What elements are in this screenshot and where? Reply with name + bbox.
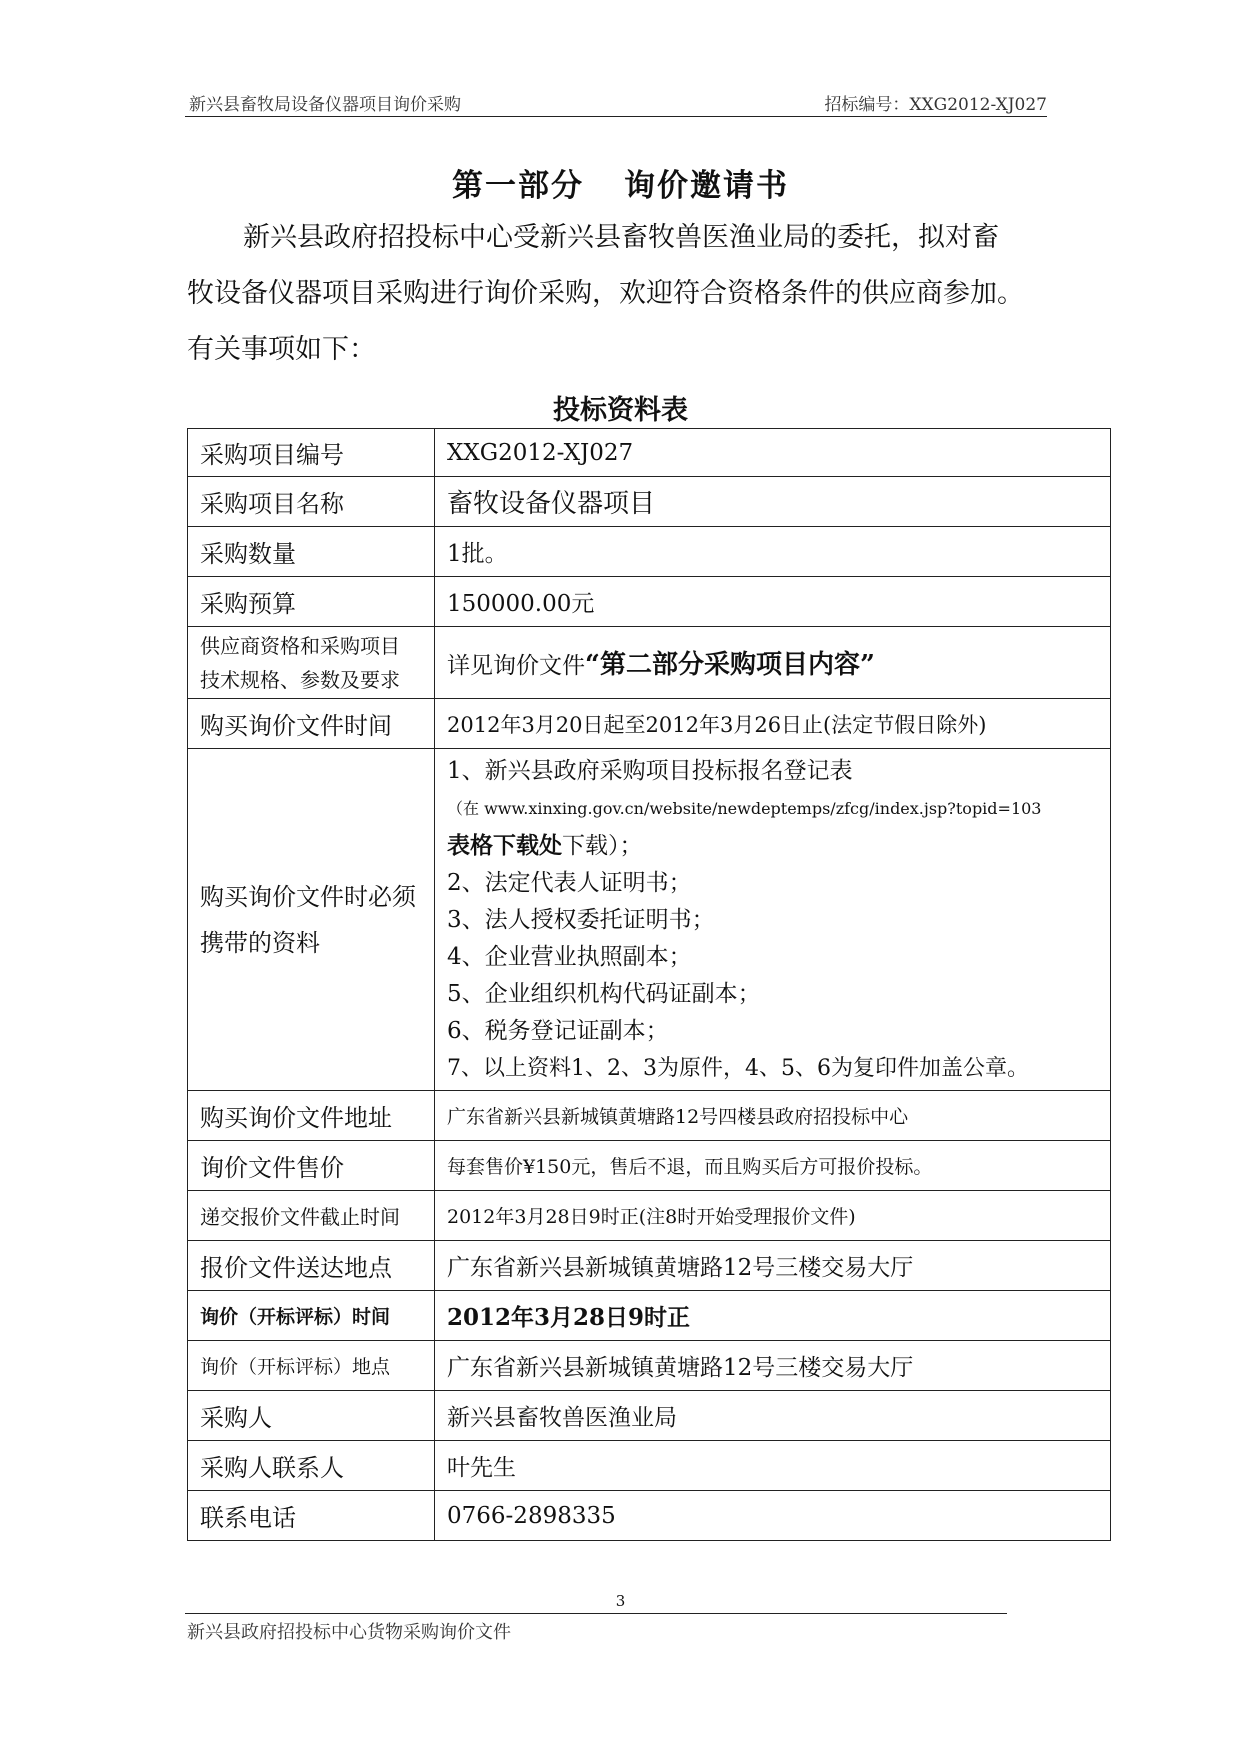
row-value-bold: “第二部分采购项目内容” — [585, 650, 875, 680]
row-value-prefix: 详见询价文件 — [447, 653, 585, 679]
bid-info-table — [187, 428, 1111, 1541]
table-title: 投标资料表 — [553, 395, 688, 426]
row-label: 询价文件售价 — [188, 1141, 435, 1191]
row-value — [435, 749, 1111, 1091]
table-row — [188, 1441, 1111, 1491]
row-label: 采购项目编号 — [188, 429, 435, 477]
table-row — [188, 477, 1111, 527]
row-label — [188, 749, 435, 1091]
download-location: 表格下载处 — [447, 831, 562, 859]
row-label: 采购人联系人 — [188, 1441, 435, 1491]
row-label: 询价（开标评标）时间 — [188, 1291, 435, 1341]
intro-paragraph — [187, 210, 1067, 378]
title-name: 询价邀请书 — [624, 168, 789, 204]
header-project-name: 新兴县畜牧局设备仪器项目询价采购 — [189, 95, 461, 115]
table-row — [188, 1091, 1111, 1141]
row-value: 畜牧设备仪器项目 — [435, 477, 1111, 527]
row-label — [188, 627, 435, 699]
row-value: 每套售价¥150元，售后不退，而且购买后方可报价投标。 — [435, 1141, 1111, 1191]
row-label: 联系电话 — [188, 1491, 435, 1541]
page-number: 3 — [615, 1592, 626, 1610]
table-row — [188, 1291, 1111, 1341]
list-item: 2、法定代表人证明书； — [447, 869, 692, 896]
row-label: 采购项目名称 — [188, 477, 435, 527]
list-item: 5、企业组织机构代码证副本； — [447, 980, 761, 1007]
table-row — [188, 1491, 1111, 1541]
list-item: 7、以上资料1、2、3为原件，4、5、6为复印件加盖公章。 — [447, 1055, 1029, 1081]
table-row — [188, 1391, 1111, 1441]
page-header — [185, 86, 1047, 117]
row-label: 采购人 — [188, 1391, 435, 1441]
table-row — [188, 1141, 1111, 1191]
header-tender-number: 招标编号：XXG2012-XJ027 — [824, 95, 1047, 115]
table-row — [188, 627, 1111, 699]
row-label-line-1: 购买询价文件时必须 — [200, 882, 416, 911]
row-label: 询价（开标评标）地点 — [188, 1341, 435, 1391]
list-item: 6、税务登记证副本； — [447, 1017, 669, 1044]
row-value: 广东省新兴县新城镇黄塘路12号三楼交易大厅 — [435, 1341, 1111, 1391]
intro-line-2: 牧设备仪器项目采购进行询价采购，欢迎符合资格条件的供应商参加。 — [187, 278, 1024, 309]
row-value: 新兴县畜牧兽医渔业局 — [435, 1391, 1111, 1441]
row-label: 采购预算 — [188, 577, 435, 627]
page-footer: 新兴县政府招投标中心货物采购询价文件 — [187, 1622, 511, 1643]
row-value: 0766-2898335 — [435, 1491, 1111, 1541]
row-value: 2012年3月28日9时正 — [435, 1291, 1111, 1341]
row-value: 广东省新兴县新城镇黄塘路12号三楼交易大厅 — [435, 1241, 1111, 1291]
row-label: 报价文件送达地点 — [188, 1241, 435, 1291]
list-item-url: （在 www.xinxing.gov.cn/website/newdeptemps/zfcg/index.jsp?topid=103 — [447, 798, 1042, 818]
table-row — [188, 527, 1111, 577]
row-label: 采购数量 — [188, 527, 435, 577]
title-part: 第一部分 — [452, 168, 584, 204]
table-row — [188, 577, 1111, 627]
table-row — [188, 749, 1111, 1091]
table-row — [188, 429, 1111, 477]
row-value: XXG2012-XJ027 — [435, 429, 1111, 477]
table-row — [188, 699, 1111, 749]
intro-line-3: 有关事项如下： — [187, 334, 376, 365]
row-value: 2012年3月20日起至2012年3月26日止(法定节假日除外) — [435, 699, 1111, 749]
list-item: 4、企业营业执照副本； — [447, 943, 692, 970]
list-item: 3、法人授权委托证明书； — [447, 906, 715, 933]
row-label-line-2: 携带的资料 — [200, 928, 320, 957]
row-value: 广东省新兴县新城镇黄塘路12号四楼县政府招投标中心 — [435, 1091, 1111, 1141]
list-item: 1、新兴县政府采购项目投标报名登记表 — [447, 757, 853, 784]
row-label-line-1: 供应商资格和采购项目 — [200, 633, 400, 658]
row-value: 叶先生 — [435, 1441, 1111, 1491]
footer-divider — [185, 1613, 1007, 1614]
page-title — [0, 160, 1241, 205]
row-label: 购买询价文件地址 — [188, 1091, 435, 1141]
intro-line-1: 新兴县政府招投标中心受新兴县畜牧兽医渔业局的委托，拟对畜 — [243, 222, 999, 253]
row-value: 150000.00元 — [435, 577, 1111, 627]
row-label: 递交报价文件截止时间 — [188, 1191, 435, 1241]
table-row — [188, 1191, 1111, 1241]
row-value: 1批。 — [435, 527, 1111, 577]
table-row — [188, 1341, 1111, 1391]
table-row — [188, 1241, 1111, 1291]
row-value: 2012年3月28日9时正(注8时开始受理报价文件) — [435, 1191, 1111, 1241]
list-item — [447, 827, 1098, 865]
row-label: 购买询价文件时间 — [188, 699, 435, 749]
row-value — [435, 627, 1111, 699]
list-item-tail: 下载）； — [562, 832, 643, 859]
row-label-line-2: 技术规格、参数及要求 — [200, 667, 400, 692]
